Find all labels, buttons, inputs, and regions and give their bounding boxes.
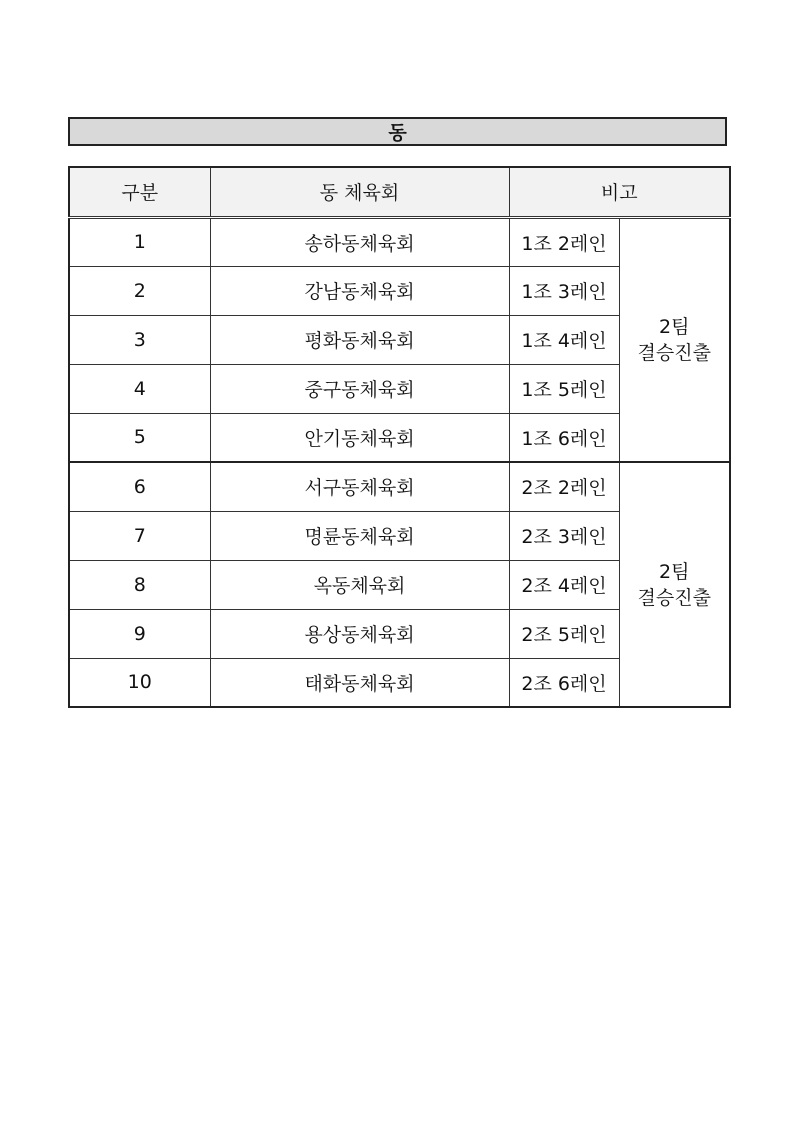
club-name: 옥동체육회 <box>210 560 509 609</box>
club-name: 강남동체육회 <box>210 266 509 315</box>
lane-assignment: 2조 3레인 <box>509 511 619 560</box>
club-name: 서구동체육회 <box>210 462 509 511</box>
club-name: 태화동체육회 <box>210 658 509 707</box>
lane-assignment: 2조 2레인 <box>509 462 619 511</box>
header-note: 비고 <box>509 167 730 217</box>
row-number: 4 <box>69 364 210 413</box>
note-line: 결승진출 <box>637 341 711 364</box>
lane-assignment: 2조 4레인 <box>509 560 619 609</box>
table-row <box>69 217 730 266</box>
group-note <box>619 217 730 462</box>
note-line: 2팀 <box>659 560 690 583</box>
club-name: 용상동체육회 <box>210 609 509 658</box>
page-title <box>68 117 727 146</box>
row-number: 9 <box>69 609 210 658</box>
lane-assignment: 1조 5레인 <box>509 364 619 413</box>
header-club: 동 체육회 <box>210 167 509 217</box>
page-title-text: 동 <box>388 122 407 144</box>
lane-assignment: 1조 3레인 <box>509 266 619 315</box>
club-name: 안기동체육회 <box>210 413 509 462</box>
row-number: 10 <box>69 658 210 707</box>
row-number: 3 <box>69 315 210 364</box>
row-number: 1 <box>69 217 210 266</box>
lane-assignment: 2조 5레인 <box>509 609 619 658</box>
row-number: 2 <box>69 266 210 315</box>
lane-assignment: 1조 2레인 <box>509 217 619 266</box>
lane-assignment-table <box>68 166 731 708</box>
lane-assignment: 1조 4레인 <box>509 315 619 364</box>
club-name: 송하동체육회 <box>210 217 509 266</box>
table-header-row <box>69 167 730 217</box>
lane-assignment: 1조 6레인 <box>509 413 619 462</box>
club-name: 중구동체육회 <box>210 364 509 413</box>
row-number: 8 <box>69 560 210 609</box>
row-number: 7 <box>69 511 210 560</box>
table-row <box>69 462 730 511</box>
note-line: 2팀 <box>659 315 690 338</box>
note-line: 결승진출 <box>637 586 711 609</box>
group-note <box>619 462 730 707</box>
club-name: 평화동체육회 <box>210 315 509 364</box>
row-number: 6 <box>69 462 210 511</box>
lane-assignment: 2조 6레인 <box>509 658 619 707</box>
row-number: 5 <box>69 413 210 462</box>
header-division: 구분 <box>69 167 210 217</box>
club-name: 명륜동체육회 <box>210 511 509 560</box>
